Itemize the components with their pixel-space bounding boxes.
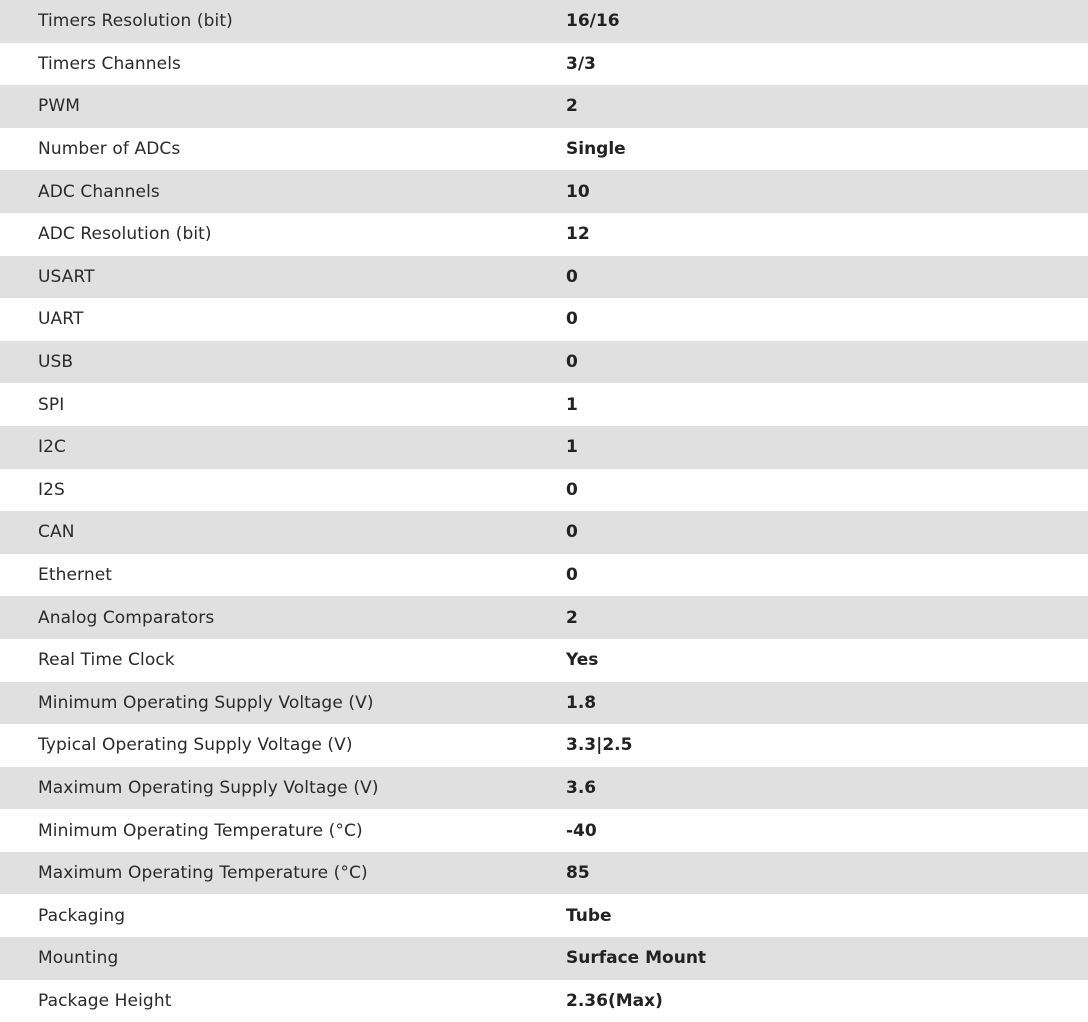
spec-label: Timers Resolution (bit) (38, 11, 233, 32)
spec-label: Ethernet (38, 565, 113, 586)
spec-value: 0 (566, 309, 578, 330)
spec-row (0, 639, 1088, 682)
spec-row (0, 511, 1088, 554)
spec-label: Analog Comparators (38, 607, 215, 628)
spec-row (0, 383, 1088, 426)
spec-row (0, 682, 1088, 725)
spec-row (0, 213, 1088, 256)
spec-value: 0 (566, 352, 578, 373)
spec-row (0, 937, 1088, 980)
spec-row (0, 809, 1088, 852)
spec-label: ADC Resolution (bit) (38, 224, 212, 245)
spec-row (0, 85, 1088, 128)
spec-value: 0 (566, 479, 578, 500)
spec-value: 3.3|2.5 (566, 735, 633, 756)
spec-label: Maximum Operating Temperature (°C) (38, 863, 368, 884)
spec-label: Maximum Operating Supply Voltage (V) (38, 777, 379, 798)
spec-row (0, 724, 1088, 767)
spec-value: 12 (566, 224, 590, 245)
spec-row (0, 170, 1088, 213)
spec-value: Single (566, 139, 626, 160)
spec-row (0, 426, 1088, 469)
spec-row (0, 128, 1088, 171)
spec-row (0, 43, 1088, 86)
spec-value: 2 (566, 96, 578, 117)
spec-label: Real Time Clock (38, 650, 175, 671)
spec-value: 3.6 (566, 777, 597, 798)
spec-label: I2S (38, 479, 65, 500)
spec-label: Timers Channels (38, 53, 182, 74)
spec-label: Package Height (38, 990, 172, 1011)
spec-row (0, 767, 1088, 810)
spec-row (0, 554, 1088, 597)
spec-value: Surface Mount (566, 948, 707, 969)
spec-label: Packaging (38, 905, 126, 926)
spec-row (0, 298, 1088, 341)
spec-label: Number of ADCs (38, 139, 181, 160)
spec-value: Yes (566, 650, 599, 671)
spec-row (0, 894, 1088, 937)
spec-value: 1 (566, 437, 578, 458)
spec-value: 1.8 (566, 692, 597, 713)
spec-label: Mounting (38, 948, 119, 969)
spec-label: USART (38, 266, 95, 287)
spec-value: 85 (566, 863, 590, 884)
spec-value: 16/16 (566, 11, 620, 32)
spec-value: -40 (566, 820, 597, 841)
spec-label: Typical Operating Supply Voltage (V) (38, 735, 353, 756)
spec-value: 2.36(Max) (566, 990, 663, 1011)
spec-label: USB (38, 352, 74, 373)
spec-label: ADC Channels (38, 181, 160, 202)
spec-row (0, 0, 1088, 43)
spec-row (0, 596, 1088, 639)
spec-label: I2C (38, 437, 66, 458)
spec-label: SPI (38, 394, 65, 415)
spec-row (0, 341, 1088, 384)
spec-row (0, 980, 1088, 1022)
spec-label: CAN (38, 522, 75, 543)
spec-label: UART (38, 309, 84, 330)
spec-value: Tube (566, 905, 612, 926)
spec-value: 0 (566, 565, 578, 586)
spec-value: 10 (566, 181, 590, 202)
spec-value: 2 (566, 607, 578, 628)
spec-value: 3/3 (566, 53, 596, 74)
spec-value: 0 (566, 522, 578, 543)
spec-row (0, 852, 1088, 895)
spec-value: 1 (566, 394, 578, 415)
spec-value: 0 (566, 266, 578, 287)
spec-label: Minimum Operating Supply Voltage (V) (38, 692, 374, 713)
spec-label: Minimum Operating Temperature (°C) (38, 820, 363, 841)
spec-row (0, 469, 1088, 512)
spec-row (0, 256, 1088, 299)
spec-label: PWM (38, 96, 81, 117)
